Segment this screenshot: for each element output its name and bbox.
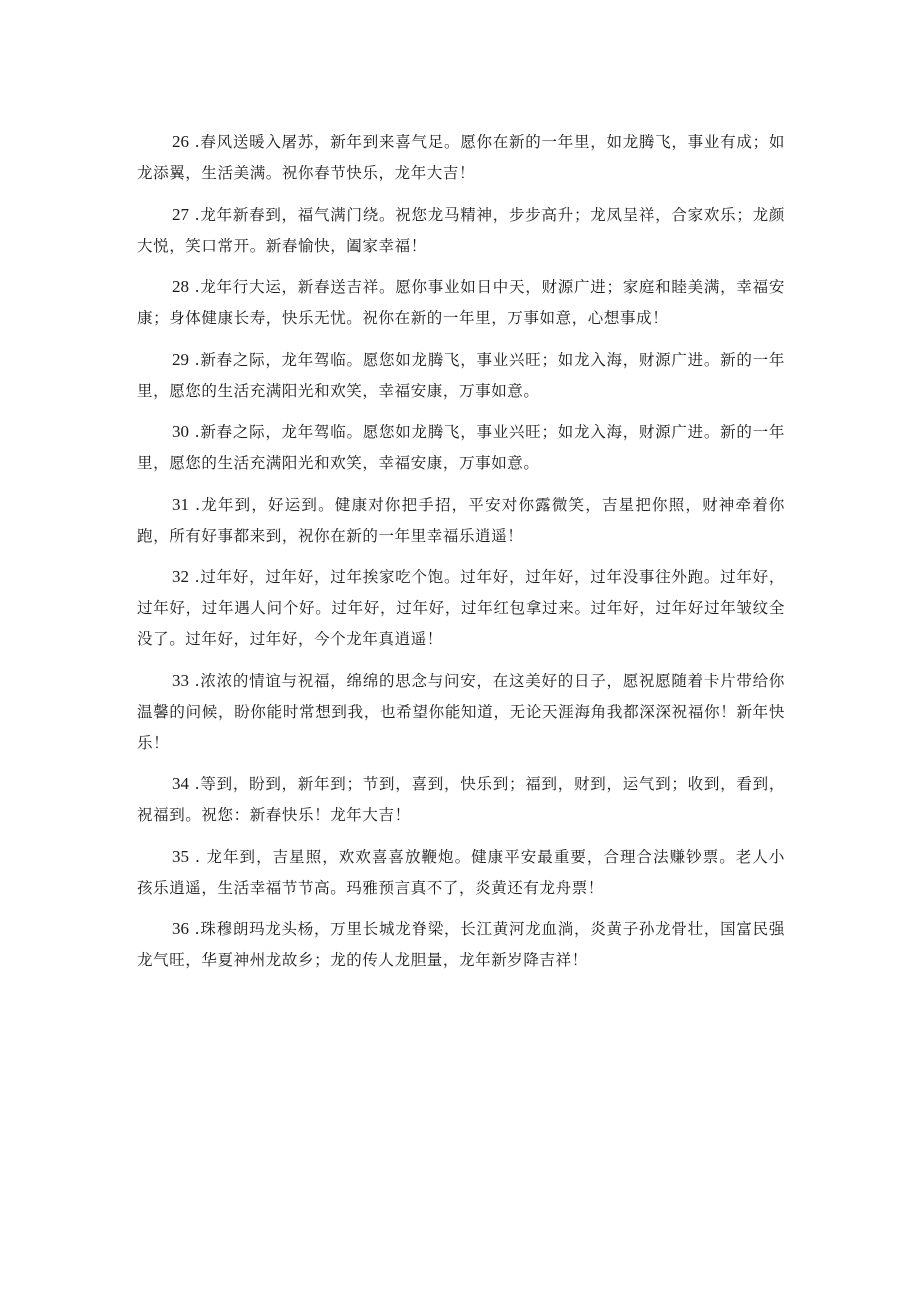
- greeting-entry-29: [137, 344, 785, 407]
- entry-text: .龙年到，好运到。健康对你把手招，平安对你露微笑，吉星把你照，财神牵着你跑，所有好事都来到，祝你在新的一年里幸福乐逍遥！: [137, 495, 785, 545]
- entry-number: 29: [172, 349, 189, 369]
- greeting-entry-33: [137, 665, 785, 759]
- greeting-entry-34: [137, 768, 785, 831]
- entry-number: 27: [172, 204, 189, 224]
- greeting-entry-30: [137, 416, 785, 479]
- document-body: [137, 126, 785, 986]
- entry-text: .浓浓的情谊与祝福，绵绵的思念与问安，在这美好的日子，愿祝愿随着卡片带给你温馨的问候，盼你能时常想到我，也希望你能知道，无论天涯海角我都深深祝福你！新年快乐！: [137, 671, 785, 752]
- entry-number: 34: [172, 774, 189, 793]
- entry-text: .过年好，过年好，过年挨家吃个饱。过年好，过年好，过年没事往外跑。过年好，过年好，过年遇人问个好。过年好，过年好，过年红包拿过来。过年好，过年好过年皱纹全没了。过年好，过年好，今个龙年真逍遥！: [137, 568, 785, 648]
- entry-number: 32: [172, 567, 189, 586]
- entry-text: .珠穆朗玛龙头杨，万里长城龙脊梁，长江黄河龙血淌，炎黄子孙龙骨壮，国富民强龙气旺，华夏神州龙故乡；龙的传人龙胆量，龙年新岁降吉祥！: [137, 920, 785, 969]
- greeting-entry-26: [137, 126, 785, 189]
- greeting-entry-32: [137, 561, 785, 655]
- entry-text: . 龙年到，吉星照，欢欢喜喜放鞭炮。健康平安最重要，合理合法赚钞票。老人小孩乐逍遥，生活幸福节节高。玛雅预言真不了，炎黄还有龙舟票！: [137, 847, 785, 897]
- entry-text: .龙年行大运，新春送吉祥。愿你事业如日中天，财源广进；家庭和睦美满，幸福安康；身体健康长寿，快乐无忧。祝你在新的一年里，万事如意，心想事成！: [137, 278, 785, 327]
- entry-number: 28: [172, 277, 189, 296]
- entry-number: 36: [172, 919, 189, 938]
- entry-text: .新春之际，龙年驾临。愿您如龙腾飞，事业兴旺；如龙入海，财源广进。新的一年里，愿您的生活充满阳光和欢笑，幸福安康，万事如意。: [137, 350, 785, 400]
- greeting-entry-28: [137, 271, 785, 334]
- entry-number: 30: [172, 422, 189, 441]
- entry-text: .春风送暖入屠苏，新年到来喜气足。愿你在新的一年里，如龙腾飞，事业有成；如龙添翼，生活美满。祝你春节快乐，龙年大吉！: [137, 133, 785, 182]
- greeting-entry-27: [137, 199, 785, 262]
- greeting-entry-31: [137, 489, 785, 552]
- entry-text: .新春之际，龙年驾临。愿您如龙腾飞，事业兴旺；如龙入海，财源广进。新的一年里，愿您的生活充满阳光和欢笑，幸福安康，万事如意。: [137, 423, 785, 472]
- entry-text: .等到，盼到，新年到；节到，喜到，快乐到；福到，财到，运气到；收到，看到，祝福到。祝您：新春快乐！龙年大吉！: [137, 775, 785, 824]
- greeting-entry-35: [137, 841, 785, 904]
- entry-number: 35: [172, 846, 189, 866]
- entry-number: 31: [172, 494, 189, 514]
- entry-number: 33: [172, 670, 189, 690]
- greeting-entry-36: [137, 913, 785, 976]
- entry-text: .龙年新春到，福气满门绕。祝您龙马精神，步步高升；龙凤呈祥，合家欢乐；龙颜大悦，笑口常开。新春愉快，阖家幸福！: [137, 205, 785, 255]
- entry-number: 26: [172, 132, 189, 151]
